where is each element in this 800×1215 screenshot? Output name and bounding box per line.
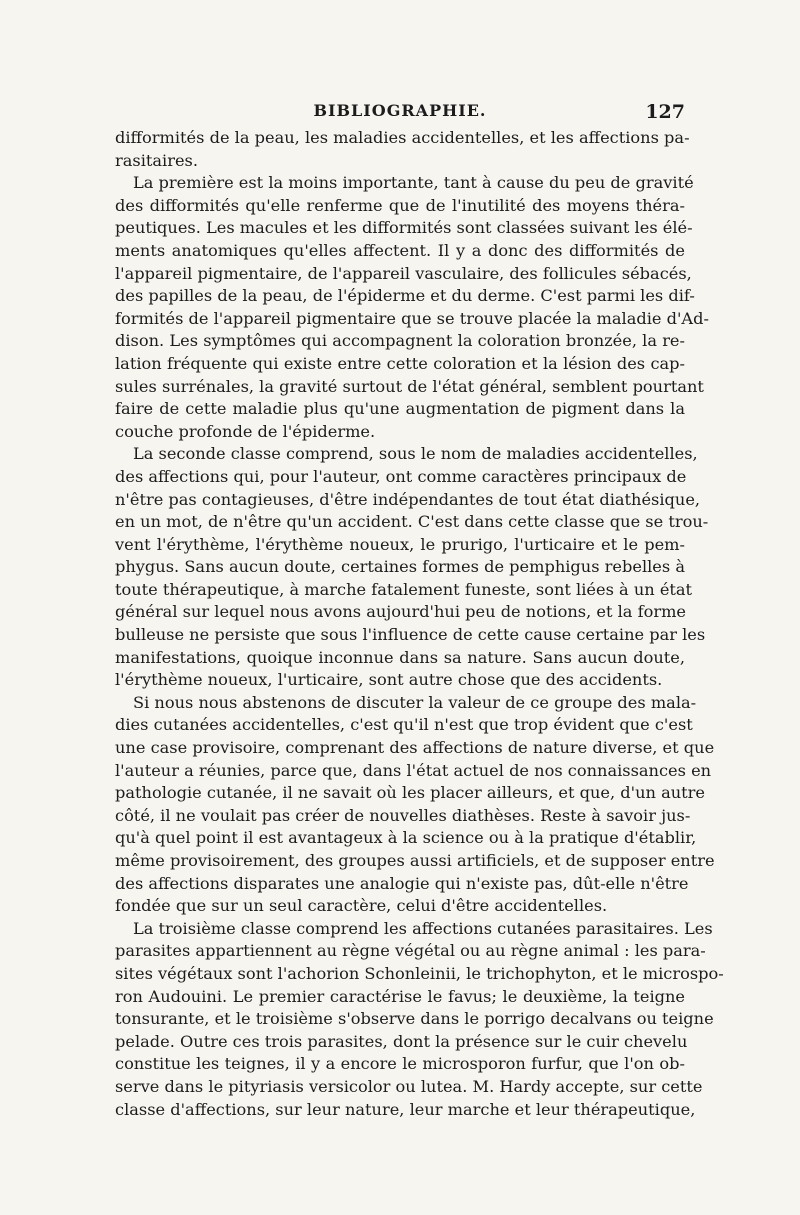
text-line: en un mot, de n'être qu'un accident. C'est dans cette classe que se trou- — [115, 512, 709, 532]
text-line: Si nous nous abstenons de discuter la valeur de ce groupe des mala- — [133, 692, 697, 712]
text-line: vent l'érythème, l'érythème noueux, le prurigo, l'urticaire et le pem- — [115, 534, 685, 554]
text-line: difformités de la peau, les maladies accidentelles, et les affections pa- — [115, 128, 690, 147]
text-line: tonsurante, et le troisième s'observe dans le porrigo decalvans ou teigne — [115, 1009, 714, 1029]
text-line: l'érythème noueux, l'urticaire, sont autre chose que des accidents. — [115, 670, 663, 690]
paragraph — [115, 692, 715, 918]
text-line: phygus. Sans aucun doute, certaines formes de pemphigus rebelles à — [115, 557, 685, 577]
text-line: La première est la moins importante, tant à cause du peu de gravité — [133, 173, 694, 193]
text-line: ron Audouini. Le premier caractérise le favus; le deuxième, la teigne — [115, 986, 685, 1006]
page-number: 127 — [645, 101, 685, 123]
text-line: sites végétaux sont l'achorion Schonleinii, le trichophyton, et le microspo- — [115, 963, 724, 983]
text-line: sules surrénales, la gravité surtout de l'état général, semblent pourtant — [115, 376, 704, 396]
text-line: La seconde classe comprend, sous le nom de maladies accidentelles, — [133, 444, 698, 464]
paragraph — [115, 172, 709, 443]
paragraph — [115, 443, 709, 692]
text-line: dison. Les symptômes qui accompagnent la coloration bronzée, la re- — [115, 331, 685, 351]
text-line: lation fréquente qui existe entre cette coloration et la lésion des cap- — [115, 353, 685, 373]
text-line: pelade. Outre ces trois parasites, dont la présence sur le cuir chevelu — [115, 1031, 688, 1051]
text-line: n'être pas contagieuses, d'être indépendantes de tout état diathésique, — [115, 489, 701, 509]
text-line: toute thérapeutique, à marche fatalement funeste, sont liées à un état — [115, 579, 693, 599]
text-line: bulleuse ne persiste que sous l'influence de cette cause certaine par les — [115, 625, 706, 645]
text-line: peutiques. Les macules et les difformités sont classées suivant les élé- — [115, 218, 693, 238]
text-line: La troisième classe comprend les affections cutanées parasitaires. Les — [133, 918, 713, 938]
text-line: dies cutanées accidentelles, c'est qu'il n'est que trop évident que c'est — [115, 715, 693, 735]
text-line: qu'à quel point il est avantageux à la science ou à la pratique d'établir, — [115, 828, 697, 848]
body-text — [115, 127, 724, 1121]
text-line: classe d'affections, sur leur nature, leur marche et leur thérapeutique, — [115, 1099, 696, 1119]
text-line: fondée que sur un seul caractère, celui d'être accidentelles. — [115, 896, 608, 916]
text-line: rasitaires. — [115, 150, 198, 170]
text-line: parasites appartiennent au règne végétal ou au règne animal : les para- — [115, 941, 706, 961]
text-line: constitue les teignes, il y a encore le microsporon furfur, que l'on ob- — [115, 1054, 685, 1074]
text-line: manifestations, quoique inconnue dans sa nature. Sans aucun doute, — [115, 647, 685, 667]
text-line: l'auteur a réunies, parce que, dans l'état actuel de nos connaissances en — [115, 760, 712, 780]
text-line: l'appareil pigmentaire, de l'appareil vasculaire, des follicules sébacés, — [115, 263, 692, 283]
text-line: même provisoirement, des groupes aussi artificiels, et de supposer entre — [115, 851, 715, 870]
running-head: BIBLIOGRAPHIE. — [313, 101, 487, 120]
paragraph — [115, 127, 690, 172]
page-header — [115, 101, 685, 127]
text-line: général sur lequel nous avons aujourd'hui peu de notions, et la forme — [115, 602, 687, 622]
text-line: formités de l'appareil pigmentaire que se trouve placée la maladie d'Ad- — [115, 308, 709, 328]
text-line: des papilles de la peau, de l'épiderme et du derme. C'est parmi les dif- — [115, 286, 695, 306]
paragraph — [115, 918, 724, 1121]
text-line: des affections qui, pour l'auteur, ont comme caractères principaux de — [115, 466, 687, 486]
text-line: côté, il ne voulait pas créer de nouvelles diathèses. Reste à savoir jus- — [115, 805, 691, 825]
text-line: serve dans le pityriasis versicolor ou lutea. M. Hardy accepte, sur cette — [115, 1076, 703, 1096]
text-line: des affections disparates une analogie qui n'existe pas, dût-elle n'être — [115, 873, 689, 893]
text-line: ments anatomiques qu'elles affectent. Il y a donc des difformités de — [115, 240, 685, 260]
text-line: faire de cette maladie plus qu'une augmentation de pigment dans la — [115, 399, 685, 419]
text-line: pathologie cutanée, il ne savait où les placer ailleurs, et que, d'un autre — [115, 783, 705, 803]
text-line: des difformités qu'elle renferme que de l'inutilité des moyens théra- — [115, 195, 685, 215]
text-line: couche profonde de l'épiderme. — [115, 421, 376, 441]
text-line: une case provisoire, comprenant des affections de nature diverse, et que — [115, 738, 715, 758]
